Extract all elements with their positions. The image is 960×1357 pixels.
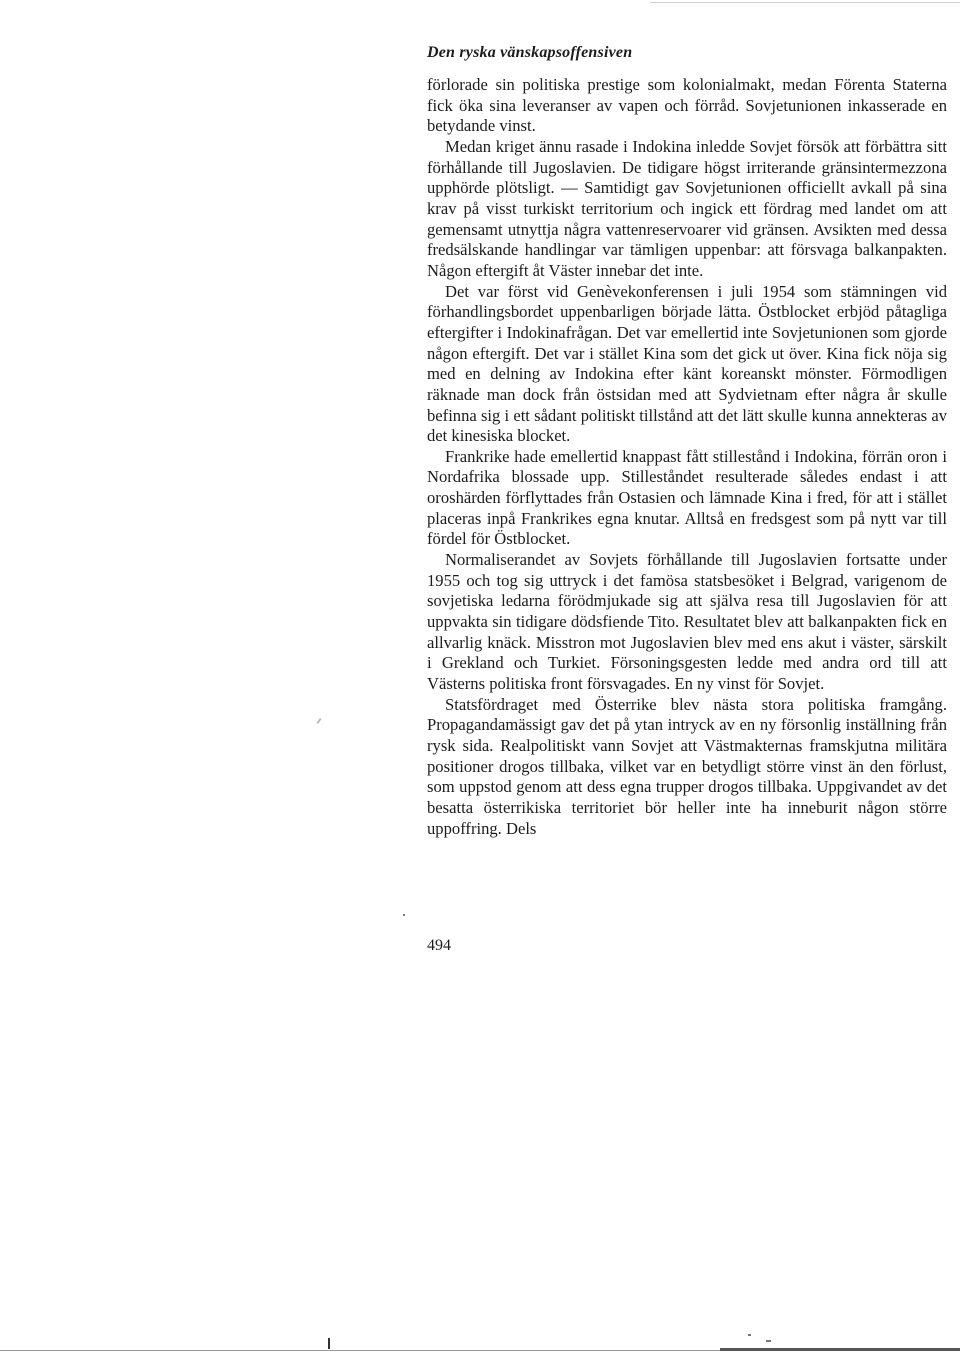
body-text — [427, 75, 947, 839]
paragraph: Normaliserandet av Sovjets förhållande till Jugoslavien fortsatte under 1955 och tog sig uttryck i det famösa statsbesöket i Belgrad, varigenom de sovjetiska ledarna förödmjukade sig att själva resa till Jugoslavien för att uppvakta sin tidigare dödsfiende Tito. Resultatet blev att balkanpakten fick en allvarlig knäck. Misstron mot Jugoslavien blev med ens akut i väster, särskilt i Grekland och Turkiet. Försoningsgesten ledde med andra ord till att Västerns politiska front försvagades. En ny vinst för Sovjet. — [427, 550, 947, 694]
scan-bottom-rule-thick — [720, 1348, 960, 1351]
paragraph: Det var först vid Genèvekonferensen i juli 1954 som stämningen vid förhandlingsbordet uppenbarligen började lätta. Östblocket erbjöd påtagliga eftergifter i Indokinafrågan. Det var emellertid inte Sovjetunionen som gjorde någon eftergift. Det var i stället Kina som det gick ut över. Kina fick nöja sig med en delning av Indokina efter känt koreanskt mönster. Förmodligen räknade man dock från östsidan med att Sydvietnam efter några år skulle befinna sig i ett sådant politiskt tillstånd att det lätt skulle kunna annekteras av det kinesiska blocket. — [427, 281, 947, 446]
scan-speck — [748, 1334, 751, 1336]
scan-speck — [328, 1338, 330, 1349]
paragraph: Frankrike hade emellertid knappast fått stillestånd i Indokina, förrän oron i Nordafrika blossade upp. Stilleståndet resulterade således endast i att oroshärden förflyttades från Ostasien och lämnade Kina i fred, för att i stället placeras inpå Frankrikes egna knutar. Alltså en fredsgest som på nytt var till fördel för Östblocket. — [427, 446, 947, 549]
running-header: Den ryska vänskapsoffensiven — [427, 44, 633, 61]
paragraph: förlorade sin politiska prestige som kolonialmakt, medan Förenta Staterna fick öka sina leveranser av vapen och förråd. Sovjetunionen inkasserade en betydande vinst. — [427, 75, 947, 136]
scan-speck — [316, 718, 321, 724]
paragraph: Statsfördraget med Österrike blev nästa stora politiska framgång. Propagandamässigt gav det på ytan intryck av en ny försonlig inställning från rysk sida. Realpolitiskt vann Sovjet att Västmakternas framskjutna militära positioner drogos tillbaka, vilket var en betydligt större vinst än den förlust, som uppstod genom att dess egna trupper drogos tillbaka. Uppgivandet av det besatta österrikiska territoriet bör heller inte ha inneburit någon större uppoffring. Dels — [427, 694, 947, 838]
paragraph: Medan kriget ännu rasade i Indokina inledde Sovjet försök att förbättra sitt förhållande till Jugoslavien. De tidigare högst irriterande gränsintermezzona upphörde plötsligt. — Samtidigt gav Sovjetunionen officiellt avkall på sina krav på visst turkiskt territorium och ingick ett fördrag med landet om att gemensamt utnyttja några vattenreservoarer vid gränsen. Avsikten med dessa fredsälskande handlingar var tämligen uppenbar: att försvaga balkanpakten. Någon eftergift åt Väster innebar det inte. — [427, 136, 947, 280]
scan-speck — [766, 1340, 771, 1342]
scan-speck — [403, 914, 405, 916]
scan-edge-line — [650, 2, 960, 3]
page-number: 494 — [427, 937, 451, 954]
